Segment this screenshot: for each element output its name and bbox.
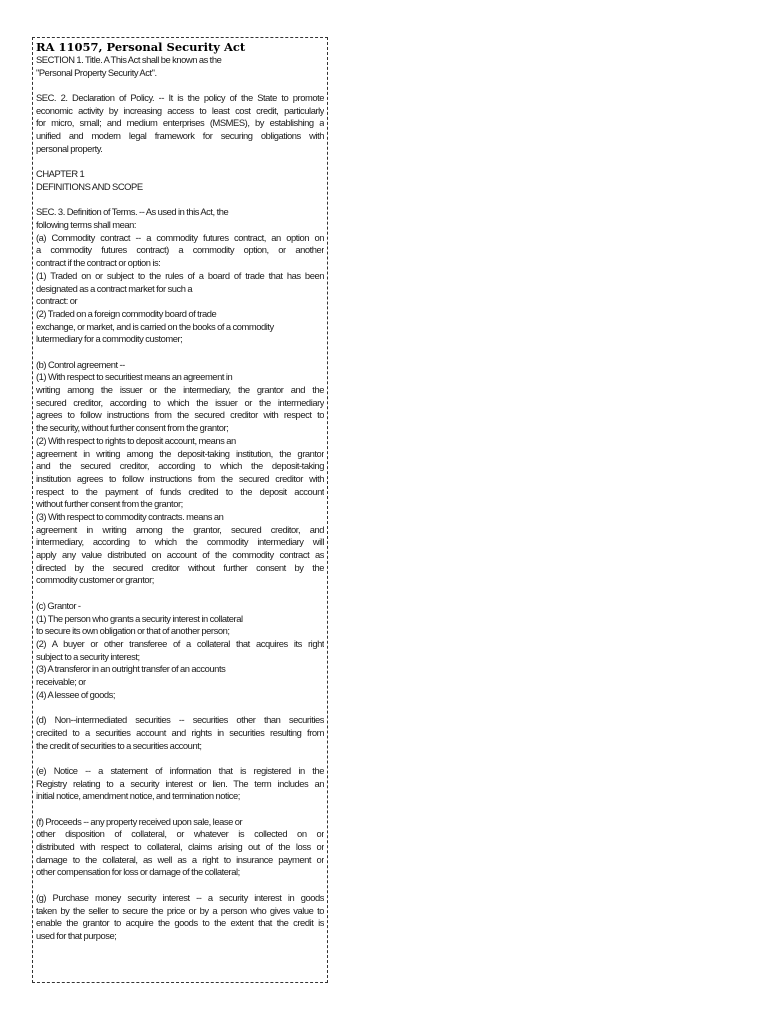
- text-line: other compensation for loss or damage of the collateral;: [36, 866, 240, 878]
- paragraph: [36, 54, 324, 79]
- text-line: SEC. 3. Definition of Terms. -- As used in this Act, the: [36, 206, 229, 218]
- text-line: initial notice, amendment notice, and termination notice;: [36, 790, 240, 802]
- paragraph-gap: [36, 752, 324, 765]
- text-line: (4) A lessee of goods;: [36, 688, 116, 700]
- text-line: commodity customer or grantor;: [36, 574, 154, 586]
- paragraph-gap: [36, 803, 324, 816]
- text-line: designated as a contract market for such a: [36, 282, 193, 294]
- text-line: respect to the payment of funds credited to the deposit account: [36, 485, 324, 497]
- text-line: other disposition of collateral, or whatever is collected on or: [36, 828, 324, 840]
- paragraph-gap: [36, 879, 324, 892]
- text-line: lutermediary for a commodity customer;: [36, 333, 183, 345]
- text-line: unified and modern legal framework for securing obligations with: [36, 130, 324, 142]
- text-line: exchange, or market, and is carried on the books of a commodity: [36, 320, 274, 332]
- text-line: writing among the issuer or the intermediary, the grantor and the: [36, 384, 324, 396]
- text-line: following terms shall mean:: [36, 219, 137, 231]
- text-line: (2) With respect to rights to deposit account, means an: [36, 434, 236, 446]
- text-line: receivable; or: [36, 676, 86, 688]
- text-line: (f) Proceeds -- any property received upon sale, lease or: [36, 815, 243, 827]
- paragraph: [36, 765, 324, 803]
- text-line: the credit of securities to a securities account;: [36, 739, 202, 751]
- text-line: (d) Non--intermediated securities -- securities other than securities: [36, 714, 324, 726]
- text-line: to secure its own obligation or that of another person;: [36, 625, 230, 637]
- paragraph: [36, 206, 324, 346]
- paragraph: [36, 359, 324, 587]
- text-line: SECTION 1. Title. A This Act shall be known as the: [36, 54, 222, 65]
- text-line: (a) Commodity contract -- a commodity futures contract, an option on: [36, 231, 324, 243]
- text-line: taken by the seller to secure the price or by a person who gives value to: [36, 904, 324, 916]
- text-line: agreement in writing among the deposit-taking institution, the grantor: [36, 447, 324, 459]
- text-line: agreement in writing among the grantor, secured creditor, and: [36, 523, 324, 535]
- text-line: intermediary, according to which the commodity intermediary will: [36, 536, 324, 548]
- document-page: [32, 37, 328, 983]
- text-line: without further consent from the grantor;: [36, 498, 183, 510]
- text-line: institution agrees to follow instructions from the secured creditor with: [36, 472, 324, 484]
- text-line: (3) With respect to commodity contracts. means an: [36, 511, 224, 523]
- text-line: (b) Control agreement --: [36, 358, 125, 370]
- text-line: (1) The person who grants a security interest in collateral: [36, 612, 243, 624]
- text-line: damage to the collateral, as well as a right to insurance payment or: [36, 853, 324, 865]
- text-line: enable the grantor to acquire the goods to the extent that the credit is: [36, 917, 324, 929]
- text-line: subject to a security interest;: [36, 650, 140, 662]
- paragraph: [36, 714, 324, 752]
- text-line: economic activity by increasing access to least cost credit, particularly: [36, 104, 324, 116]
- text-line: "Personal Property Security Act".: [36, 66, 157, 78]
- text-line: (2) Traded on a foreign commodity board of trade: [36, 307, 217, 319]
- paragraph-gap: [36, 79, 324, 92]
- text-line: directed by the secured creditor without further consent by the: [36, 561, 324, 573]
- paragraph: [36, 92, 324, 155]
- text-line: the security, without further consent from the grantor;: [36, 422, 229, 434]
- paragraph: [36, 892, 324, 943]
- text-line: (2) A buyer or other transferee of a collateral that acquires its right: [36, 637, 324, 649]
- paragraph: [36, 600, 324, 702]
- paragraph-gap: [36, 194, 324, 207]
- paragraph-gap: [36, 587, 324, 600]
- text-line: secured creditor, according to which the issuer or the intermediary: [36, 396, 324, 408]
- document-body: [36, 54, 324, 943]
- text-line: apply any value distributed on account of the commodity contract as: [36, 549, 324, 561]
- text-line: distributed with respect to collateral, claims arising out of the loss or: [36, 841, 324, 853]
- text-line: (1) Traded on or subject to the rules of a board of trade that has been: [36, 269, 324, 281]
- text-line: DEFINITIONS AND SCOPE: [36, 180, 143, 192]
- text-line: agrees to follow instructions from the secured creditor with respect to: [36, 409, 324, 421]
- paragraph-gap: [36, 346, 324, 359]
- text-line: CHAPTER 1: [36, 168, 85, 180]
- text-line: contract if the contract or option is:: [36, 257, 161, 269]
- paragraph-gap: [36, 156, 324, 169]
- text-line: for micro, small; and medium enterprises (MSMES), by establishing a: [36, 117, 324, 129]
- text-line: (3) A transferor in an outright transfer of an accounts: [36, 663, 226, 675]
- document-title: RA 11057, Personal Security Act: [36, 40, 246, 54]
- text-line: (1) With respect to securitiest means an agreement in: [36, 371, 233, 383]
- text-line: contract: or: [36, 295, 78, 307]
- text-line: SEC. 2. Declaration of Policy. -- It is the policy of the State to promote: [36, 92, 324, 104]
- paragraph: [36, 168, 324, 193]
- text-line: (e) Notice -- a statement of information that is registered in the: [36, 764, 324, 776]
- paragraph-gap: [36, 701, 324, 714]
- text-line: Registry relating to a security interest or lien. The term includes an: [36, 777, 324, 789]
- text-line: personal property.: [36, 142, 103, 154]
- text-line: a commodity futures contract) a commodity option, or another: [36, 244, 324, 256]
- text-line: creciited to a securities account and rights in securities resulting from: [36, 726, 324, 738]
- text-line: and the secured creditor, according to which the deposit-taking: [36, 460, 324, 472]
- text-line: (c) Grantor -: [36, 599, 81, 611]
- paragraph: [36, 816, 324, 879]
- text-line: used for that purpose;: [36, 929, 117, 941]
- text-line: (g) Purchase money security interest -- a security interest in goods: [36, 891, 324, 903]
